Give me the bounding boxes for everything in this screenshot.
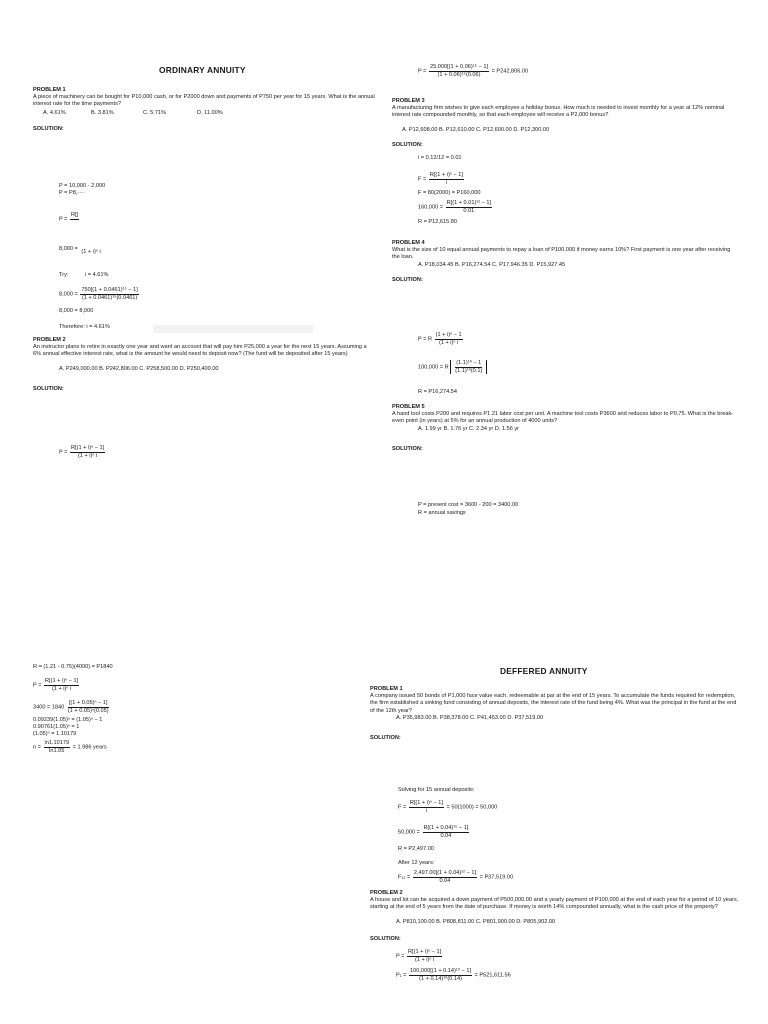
p4-result: R = P16,274.54: [418, 389, 458, 395]
scan-smudge: [153, 325, 313, 333]
p5-formula-fraction: [44, 678, 79, 692]
p3-formula-fraction: [429, 172, 464, 186]
p1-step-8000: [59, 242, 103, 255]
dp1-result-numerator: 2,497.00[(1 + 0.04)¹² − 1]: [413, 870, 477, 876]
ordinary-annuity-continued: [33, 662, 378, 772]
problem-5-label: PROBLEM 5: [392, 404, 425, 410]
problem-5-choices: A. 1.99 yr B. 1.76 yr C. 2.34 yr D. 1.56 yr: [418, 426, 520, 432]
p2-result: [418, 64, 528, 78]
p5-substitution: [33, 700, 111, 714]
deferred-problem-1-text: A company issued 50 bonds of P1,000 face value each, redeemable at par at the end of 15 years. To accumulate the funds required for redemption, the firm established a sinking fund consisting of annual deposits, the interest rate of the fund being 4%. What was the principal in the fund at the end of the 12th year?: [370, 693, 737, 714]
problem-4-text: What is the size of 10 equal annual payments to repay a loan of P100,000 if money earns 10%? First payment is one year after receiving the loan.: [392, 247, 731, 261]
p4-substitution-lhs: 100,000 = R: [418, 364, 449, 371]
p5-formula-denominator: (1 + i)ⁿ i: [51, 685, 72, 692]
dp1-after-12: After 12 years:: [398, 860, 435, 866]
p5-savings-value: R = (1.21 - 0.75)(4000) = P1840: [33, 664, 113, 670]
p5-solve-n-rhs: = 1.986 years: [72, 744, 107, 751]
p1-formula-fraction: [70, 212, 79, 226]
p5-formula: [33, 678, 80, 692]
p2-result-rhs: = P242,806.00: [491, 68, 529, 75]
problem-2-choices: A. P249,000.00 B. P242,806.00 C. P258,500.00 D. P250,400.00: [59, 366, 219, 372]
p1-substitution: [59, 287, 140, 301]
p4-formula-lhs: P = R: [418, 336, 433, 343]
p5-annual-savings: R = annual savings: [418, 510, 466, 516]
p2-formula-denominator: (1 + i)ⁿ i: [77, 452, 98, 459]
ordinary-annuity-page-right: [392, 62, 737, 517]
p3-step-rate: i = 0.12/12 = 0.01: [418, 155, 462, 161]
dp1-substitution-fraction: [423, 825, 470, 839]
p2-result-numerator: 25,000[(1 + 0.06)¹⁵ − 1]: [430, 64, 488, 70]
problem-1-choice-a: A. 4.61%: [43, 110, 66, 116]
problem-1-solution-label: SOLUTION:: [33, 126, 64, 132]
p5-step-a: 0.09239(1.05)ⁿ = (1.05)ⁿ − 1: [33, 717, 103, 723]
p4-formula-fraction: [435, 332, 463, 346]
p5-substitution-lhs: 3400 =: [33, 704, 51, 711]
p5-formula-lhs: P =: [33, 682, 42, 689]
p4-substitution: [418, 360, 487, 374]
p1-step-8000-fraction: [80, 242, 101, 255]
deferred-annuity-page: [370, 662, 745, 1022]
dp2-formula: [396, 949, 443, 963]
problem-2-text: An instructor plans to retire in exactly one year and want an account that will pay him P25,000 a year for the next 15 years. Assuming a 6% annual effective interest rate, what is the amount he would need to deposit now? (The fund will be deposited after 15 years): [33, 344, 367, 358]
p2-formula: [59, 445, 106, 459]
dp2-result-numerator: 100,000[(1 + 0.14)¹⁰ − 1]: [410, 968, 472, 974]
p1-substitution-denominator: (1 + 0.0461)¹⁵(0.0461): [81, 294, 138, 301]
p2-formula-lhs: P =: [59, 449, 68, 456]
dp1-formula-fraction: [409, 800, 444, 814]
p5-substitution-r: 1840: [51, 704, 65, 711]
p3-substitution-lhs: 160,000 =: [418, 204, 444, 211]
problem-3-solution-label: SOLUTION:: [392, 142, 423, 148]
problem-4-solution-label: SOLUTION:: [392, 277, 423, 283]
problem-1-choice-b: B. 3.81%: [91, 110, 114, 116]
p3-formula: [418, 172, 465, 186]
p3-formula-denominator: i: [445, 179, 447, 186]
problem-5-text: A hand tool costs P200 and requires P1.21 labor cost per unit. A machine tool costs P3600 and reduces labor to P0.75. What is the break-even point (in years) at 5% for an annual production of 4000 units?: [392, 411, 734, 425]
dp1-substitution: [398, 825, 470, 839]
p5-solve-n-lhs: n =: [33, 744, 41, 751]
p4-substitution-bracket: [450, 360, 487, 374]
dp2-formula-numerator: R[(1 + i)ⁿ − 1]: [408, 949, 442, 955]
p3-step-future: F = 80(2000) = P160,000: [418, 190, 481, 196]
dp1-formula-rhs: = 50(1000) = 50,000: [446, 804, 498, 811]
problem-1-label: PROBLEM 1: [33, 87, 66, 93]
p3-substitution-numerator: R[(1 + 0.01)¹² − 1]: [446, 200, 492, 206]
dp2-result: [396, 968, 511, 982]
p5-formula-numerator: R[(1 + i)ⁿ − 1]: [45, 678, 79, 684]
p1-conclusion: Therefore: i = 4.61%: [59, 324, 110, 330]
dp1-result-fraction: [413, 870, 477, 884]
problem-3-choices: A. P12,608.00 B. P12,610.00 C. P12,600.00 D. P12,300.00: [402, 127, 550, 133]
p1-try-label: Try:: [59, 272, 69, 278]
dp1-result-lhs: F₁₂ =: [398, 874, 411, 881]
dp2-result-lhs: P₁ =: [396, 972, 407, 979]
deferred-problem-2-solution-label: SOLUTION:: [370, 936, 401, 942]
dp1-formula-denominator: i: [425, 807, 427, 814]
p3-substitution: [418, 200, 493, 214]
p1-step-2: P = P8,····: [59, 190, 85, 196]
p3-formula-lhs: F =: [418, 176, 427, 183]
dp1-formula: [398, 800, 497, 814]
dp1-result: [398, 870, 513, 884]
problem-1-choice-d: D. 11.00%: [197, 110, 223, 116]
p3-result: R = P12,615.80: [418, 219, 458, 225]
p5-substitution-numerator: [(1 + 0.05)ⁿ − 1]: [68, 700, 108, 706]
problem-3-label: PROBLEM 3: [392, 98, 425, 104]
dp2-result-denominator: (1 + 0.14)¹⁰(0.14): [419, 975, 462, 982]
p1-formula-numerator: R[]: [71, 212, 79, 218]
problem-2-label: PROBLEM 2: [33, 337, 66, 343]
dp2-formula-lhs: P =: [396, 953, 405, 960]
p2-formula-numerator: R[(1 + i)ⁿ − 1]: [71, 445, 105, 451]
p3-substitution-fraction: [446, 200, 492, 214]
problem-1-text: A piece of machinery can be bought for P10,000 cash, or for P2000 down and payments of P750 per year for 15 years. What is the annual interest rate for the time payments?: [33, 94, 375, 108]
deferred-problem-1-solution-label: SOLUTION:: [370, 735, 401, 741]
p4-substitution-denominator: (1.1)¹⁰(0.1): [455, 367, 483, 374]
deferred-problem-2-choices: A. P810,100.00 B. P808,811.00 C. P801,900.00 D. P805,902.00: [396, 919, 556, 925]
p5-solve-n: [33, 740, 107, 754]
p1-try-value: i = 4.61%: [85, 272, 109, 278]
dp2-result-fraction: [409, 968, 472, 982]
deferred-problem-1-choices: A. P35,983.00 B. P38,378.00 C. P41,453.00 D. P37,519.00: [396, 715, 544, 721]
p5-solve-n-denominator: ln1.05: [49, 747, 65, 754]
p4-formula-denominator: (1 + i)ⁿ i: [438, 339, 459, 346]
p2-formula-fraction: [70, 445, 105, 459]
p5-solve-n-numerator: ln1.10179: [44, 740, 70, 746]
problem-2-solution-label: SOLUTION:: [33, 386, 64, 392]
problem-1-choice-c: C. 5.71%: [143, 110, 167, 116]
p3-substitution-denominator: 0.01: [463, 207, 475, 214]
p1-substitution-numerator: 750[(1 + 0.0461)¹⁵ − 1]: [81, 287, 138, 293]
p5-step-b: 0.90761(1.05)ⁿ = 1: [33, 724, 80, 730]
deferred-problem-2-text: A house and lot can be acquired a down payment of P500,000.00 and a yearly payment of P100,000 at the end of each year for a period of 10 years, starting at the end of 5 years from the date of purchase. If money is worth 14% compounded annually, what is the cash price of the property?: [370, 897, 739, 911]
p4-substitution-numerator: (1.1)¹⁰ − 1: [456, 360, 482, 366]
deferred-problem-2-label: PROBLEM 2: [370, 890, 403, 896]
problem-5-solution-label: SOLUTION:: [392, 446, 423, 452]
p2-result-fraction: [429, 64, 489, 78]
p1-check: 8,000 = 8,000: [59, 308, 94, 314]
p1-step-8000-lhs: 8,000 =: [59, 246, 78, 253]
p5-step-c: (1.05)ⁿ = 1.10179: [33, 731, 77, 737]
p2-result-denominator: (1 + 0.06)¹⁵(0.06): [437, 71, 481, 78]
dp1-formula-lhs: F =: [398, 804, 407, 811]
p3-formula-numerator: R[(1 + i)ⁿ − 1]: [429, 172, 463, 178]
problem-4-choices: A. P18,034.45 B. P16,274.54 C. P17,946.35 D. P15,927.45: [418, 262, 566, 268]
p1-step-1: P = 10,000 - 2,000: [59, 183, 106, 189]
dp1-result-rhs: = P37,519.00: [479, 874, 514, 881]
p1-substitution-lhs: 8,000 =: [59, 291, 78, 298]
section-heading-ordinary-annuity: ORDINARY ANNUITY: [159, 65, 246, 75]
p5-present-cost: P = present cost = 3600 - 200 = 3400.00: [418, 502, 519, 508]
section-heading-deferred-annuity: DEFFERED ANNUITY: [500, 666, 588, 676]
p1-step-8000-denominator: (1 + i)ⁿ i: [81, 248, 101, 255]
deferred-problem-1-label: PROBLEM 1: [370, 686, 403, 692]
p1-substitution-fraction: [80, 287, 138, 301]
problem-3-text: A manufacturing firm wishes to give each employee a holiday bonus. How much is needed to invest monthly for a year at 12% nominal interest rate compounded monthly, so that each employee will receive a P2,000 bonus?: [392, 105, 725, 119]
dp1-formula-numerator: R[(1 + i)ⁿ − 1]: [409, 800, 443, 806]
problem-4-label: PROBLEM 4: [392, 240, 425, 246]
p1-formula-lhs: P =: [59, 216, 68, 223]
dp2-result-rhs: = P521,611.56: [474, 972, 511, 979]
p4-formula: [418, 332, 464, 346]
dp1-substitution-denominator: 0.04: [440, 832, 452, 839]
ordinary-annuity-page-left: [33, 62, 378, 467]
dp1-intro: Solving for 15 annual deposits:: [398, 787, 475, 793]
p5-substitution-denominator: (1 + 0.05)ⁿ(0.05): [67, 707, 109, 714]
p2-result-lhs: P =: [418, 68, 427, 75]
dp2-formula-fraction: [407, 949, 442, 963]
dp1-result-denominator: 0.04: [439, 877, 451, 884]
dp1-deposit: R = P2,497.00: [398, 846, 434, 852]
p5-solve-n-fraction: [44, 740, 71, 754]
dp2-formula-denominator: (1 + i)ⁿ i: [414, 956, 435, 963]
p1-formula: [59, 212, 80, 226]
p4-formula-numerator: (1 + i)ⁿ − 1: [435, 332, 462, 338]
dp1-substitution-numerator: R[(1 + 0.04)¹⁵ − 1]: [423, 825, 469, 831]
dp1-substitution-lhs: 50,000 =: [398, 829, 420, 836]
p5-substitution-fraction: [67, 700, 110, 714]
